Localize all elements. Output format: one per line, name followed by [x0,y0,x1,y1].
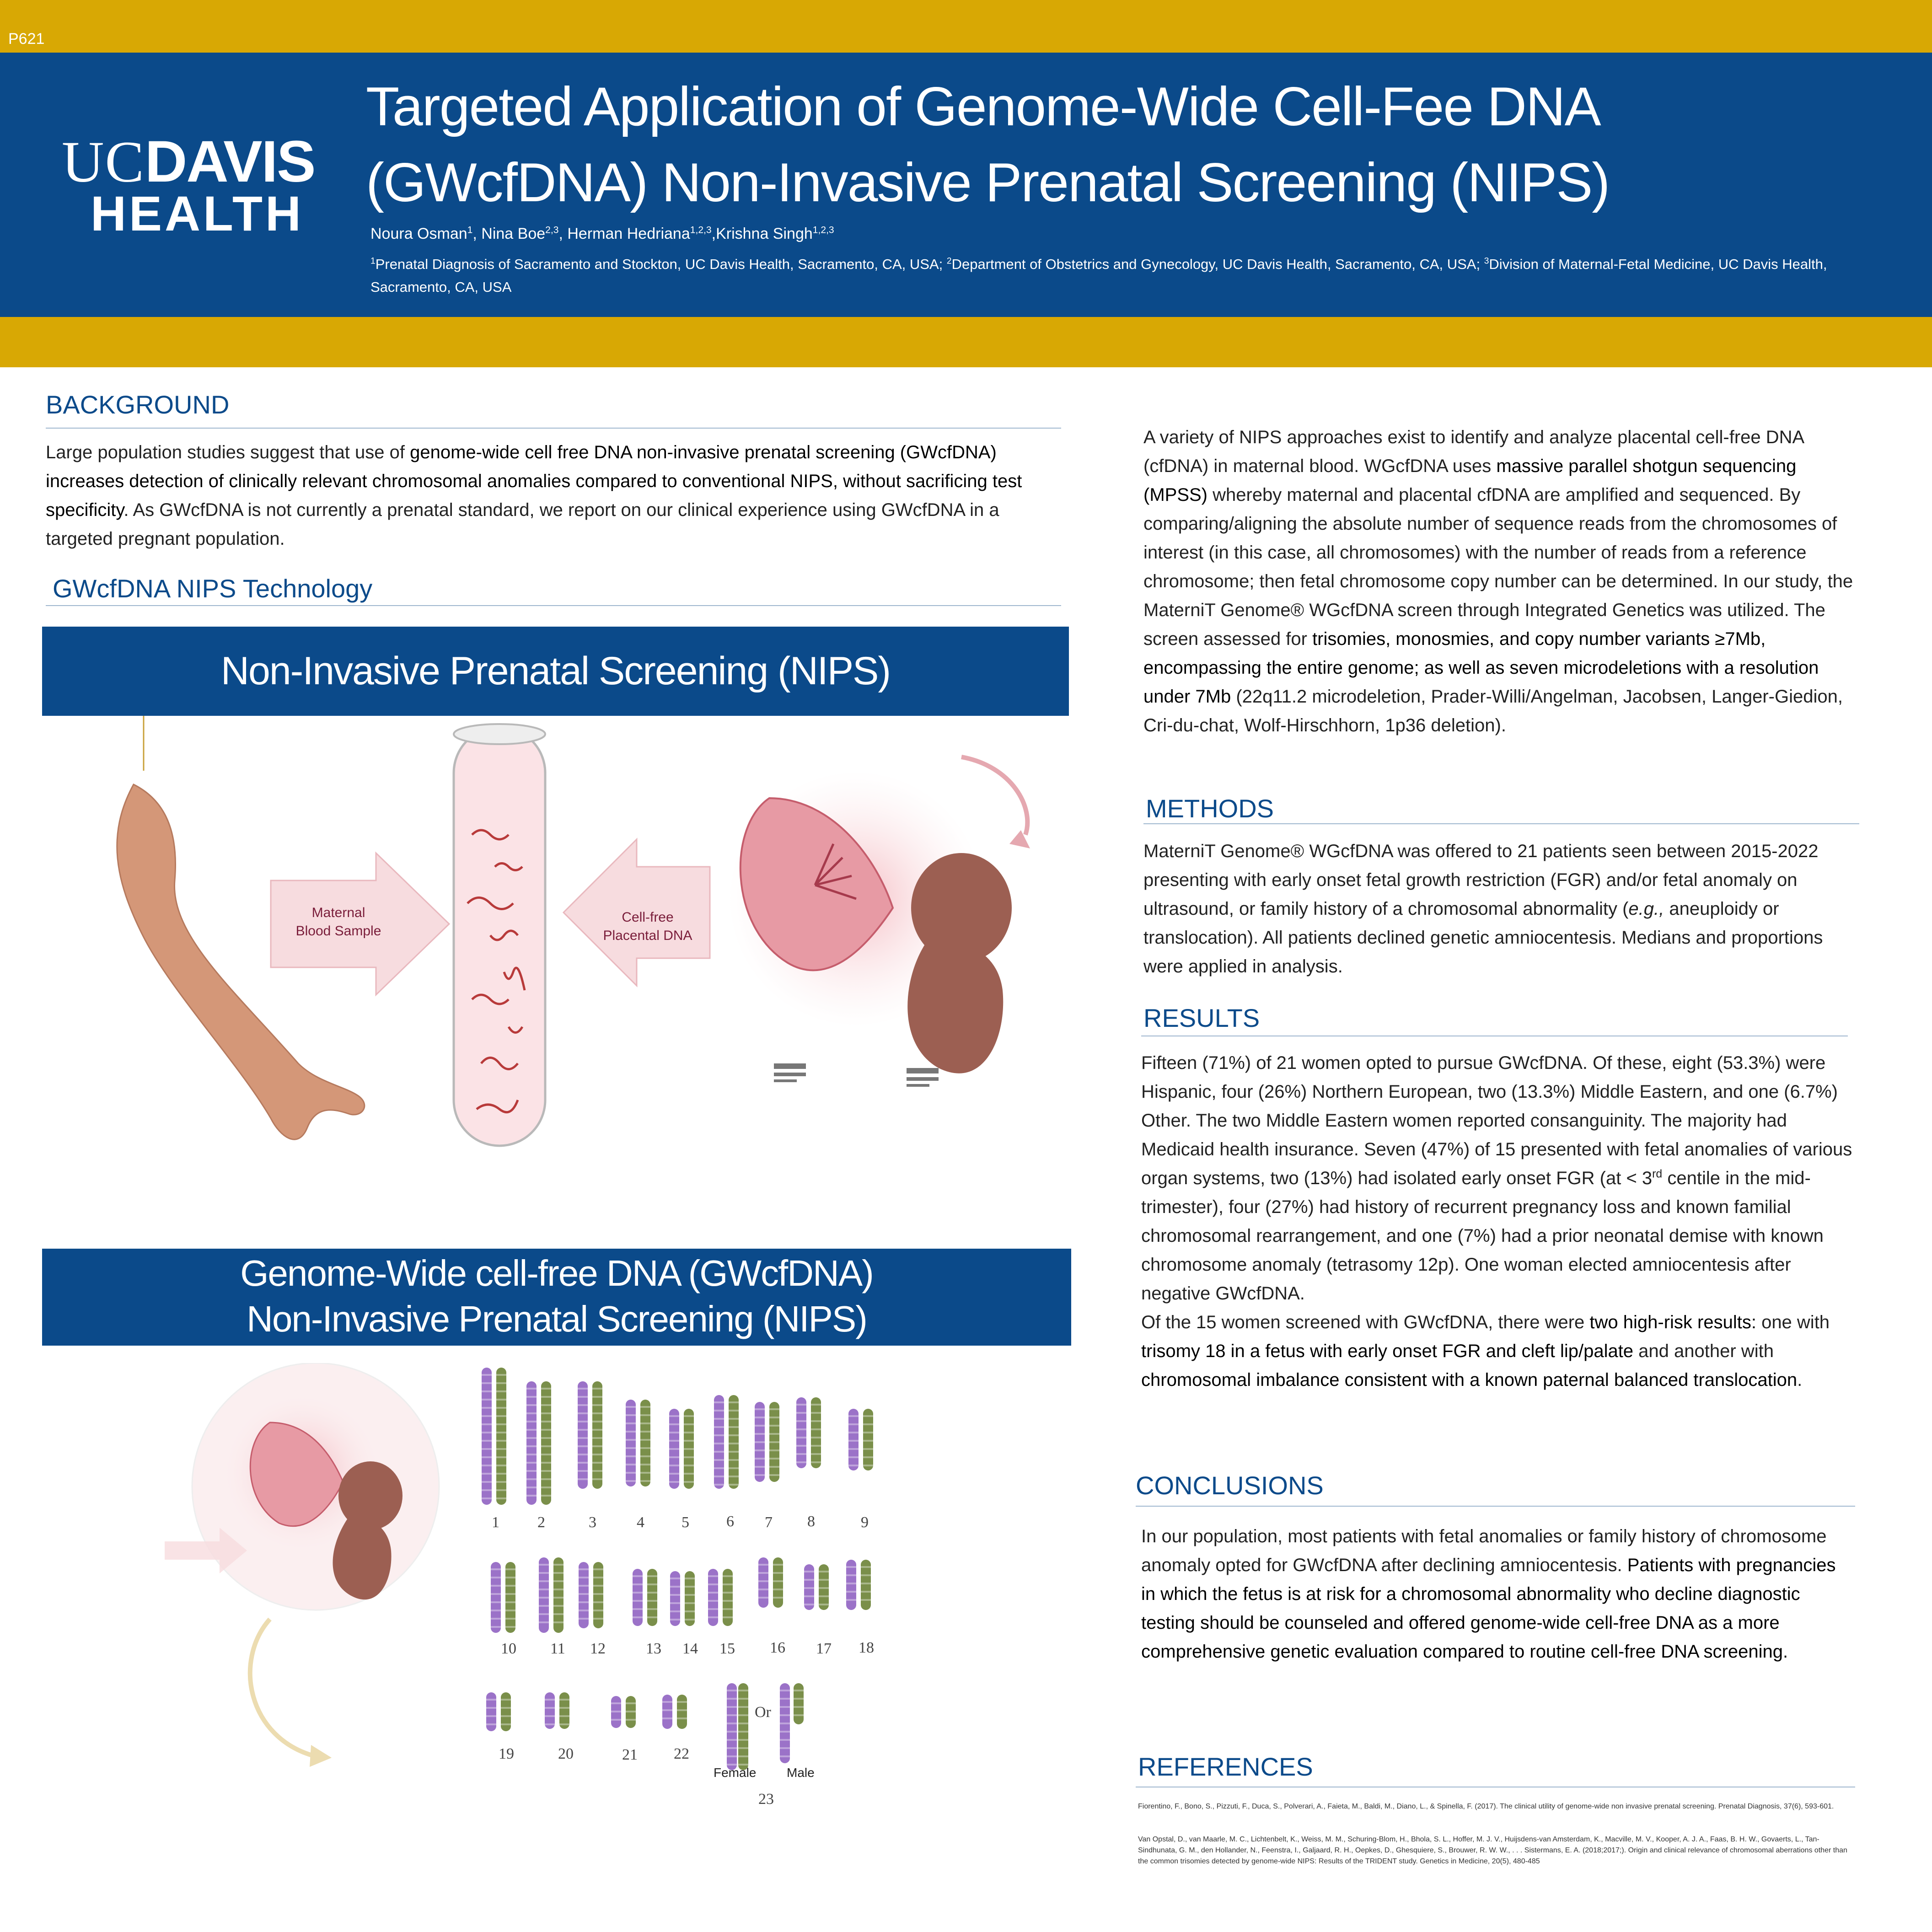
chr-label: 16 [770,1639,785,1656]
affil-text: Prenatal Diagnosis of Sacramento and Stockton, UC Davis Health, Sacramento, CA, USA; [375,256,947,272]
logo-health-text: HEALTH [91,186,304,241]
affil-sup: 1 [370,256,376,266]
methods-text-1: MaterniT Genome® WGcfDNA was offered to 21 patients seen between 2015-2022 presenting with early onset fetal growth restriction (FGR) and/or fetal anomaly on ultrasound, or family history of a chromosomal abnormality ( [1143,841,1819,919]
nips-illustration [42,716,1069,1173]
chr-label: 20 [558,1745,574,1762]
results-text [1141,1049,1855,1395]
background-text [46,438,1061,553]
intro-text-3: (22q11.2 microdeletion, Prader-Willi/Angelman, Jacobsen, Langer-Giedion, Cri-du-chat, Wolf-Hirschhorn, 1p36 deletion). [1143,687,1843,735]
results-heading: RESULTS [1143,1004,1260,1032]
methods-text-2: aneuploidy or translocation). All patients declined genetic amniocentesis. Medians and proportions were applied in analysis. [1143,899,1823,977]
technology-heading: GWcfDNA NIPS Technology [53,574,373,603]
methods-heading: METHODS [1146,794,1274,823]
author-name: Krishna Singh [716,225,813,242]
author-sup: 1,2,3 [690,225,712,236]
test-tube [454,727,545,1146]
banner2-line-2: Non-Invasive Prenatal Screening (NIPS) [247,1299,867,1339]
results-bold-3: chromosomal imbalance consistent with a known paternal balanced translocation [1141,1370,1798,1390]
arrow-right-label-2: Placental DNA [603,928,692,943]
arrow-left-label-1: Maternal [311,905,365,920]
chr-label: 11 [550,1640,565,1657]
results-text-4: one with [1756,1312,1830,1332]
chr-label: 7 [765,1514,773,1531]
logo-davis-text: DAVIS [145,129,315,194]
intro-text-2: whereby maternal and placental cfDNA are amplified and sequenced. By comparing/aligning the absolute number of sequence reads from the chromosomes of interest (in this case, all chromosomes) with the number of reads from a reference chromosome; then fetal chromosome copy number can be determined. In our study, the MaterniT Genome® WGcfDNA screen through Integrated Genetics was utilized. The screen assessed for [1143,485,1853,649]
chr-label: 5 [682,1514,689,1531]
affil-sup: 3 [1484,256,1489,266]
chr-label: 15 [719,1640,735,1657]
reference-item: Van Opstal, D., van Maarle, M. C., Lichtenbelt, K., Weiss, M. M., Schuring-Blom, H., Bhola, S. L., Hoffer, M. J. V., Huijsdens-van Amsterdam, K., Macville, M. V., Kooper, A. J. A., Faas, B. H. W., Govaerts, L., Tan-Sindhunata, G. M., den Hollander, N., Feenstra, I., Galjaard, R. H., Oepkes, D., Ghesquiere, S., Brouwer, R. W. W., . . . Sistermans, E. A. (2018;2017;). Origin and clinical relevance of chromosomal aberrations other than the common trisomies detected by genome-wide NIPS: Results of the TRIDENT study. Genetics in Medicine, 20(5), 480-485 [1138,1835,1847,1865]
author-sup: 2,3 [545,225,559,236]
affil-sup: 2 [946,256,952,266]
logo-uc-text: UC [62,129,145,194]
chr-label: 19 [499,1745,514,1762]
methods-italic: e.g., [1628,899,1664,919]
results-text-6: . [1797,1370,1803,1390]
author-name: Nina Boe [481,225,546,242]
background-heading: BACKGROUND [46,390,230,419]
maternal-blood-label [284,904,393,940]
fetus-circle-illustration [165,1363,462,1775]
poster-id: P621 [8,30,45,48]
reference-item: Fiorentino, F., Bono, S., Pizzuti, F., Duca, S., Polverari, A., Faieta, M., Baldi, M., Diano, L., & Spinella, F. (2017). The clinical utility of genome-wide non invasive prenatal screening. Prenatal Diagnosis, 37(6), 593-601. [1138,1803,1834,1810]
conclusions-text-1: In our population, most patients with fetal anomalies or family history of chromosome anomaly opted for GWcfDNA after declining amniocentesis. [1141,1526,1827,1575]
chr-label: 22 [674,1745,689,1762]
karyotype-labels [476,1363,933,1793]
author-sup: 1 [467,225,473,236]
technology-rule [46,605,1061,606]
nips-approaches-text [1143,423,1857,740]
banner2-line-1: Genome-Wide cell-free DNA (GWcfDNA) [240,1253,873,1293]
results-text-1: Fifteen (71%) of 21 women opted to pursue GWcfDNA. Of these, eight (53.3%) were Hispanic, four (26%) Northern European, two (13.3%) Middle Eastern, and one (6.7%) Other. The two Middle Eastern women reported consanguinity. The majority had Medicaid health insurance. Seven (47%) of 15 presented with fetal anomalies of various organ systems, two (13%) had isolated early onset FGR (at < 3 [1141,1053,1852,1188]
gwcfdna-banner [42,1249,1071,1346]
background-rule [46,428,1061,429]
chr-label: 8 [807,1513,815,1530]
intro-text-1: A variety of NIPS approaches exist to identify and analyze placental cell-free DNA (cfDNA) in maternal blood. WGcfDNA uses [1143,427,1803,476]
nips-banner: Non-Invasive Prenatal Screening (NIPS) [42,627,1069,716]
chr-label: 10 [501,1640,516,1657]
chr-label: 21 [622,1746,638,1763]
results-bold-2: trisomy 18 in a fetus with early onset FGR and cleft lip/palate [1141,1341,1634,1361]
bg-text-bold: genome-wide cell free DNA non-invasive prenatal screening (GWcfDNA) increases detection of clinically relevant chromosomal anomalies compared to conventional NIPS, without sacrificing test specificity [46,442,1022,520]
chr-label: 12 [590,1640,606,1657]
results-bold-1: two high-risk results: [1589,1312,1756,1332]
methods-text [1143,837,1848,981]
poster-title [366,69,1875,220]
author-name: Herman Hedriana [567,225,690,242]
chr-label: 1 [492,1514,499,1531]
affiliations [370,253,1843,299]
methods-rule [1143,823,1859,824]
arrow-left-label-2: Blood Sample [295,923,381,939]
chr-label: 2 [537,1514,545,1531]
male-label: Male [787,1766,815,1780]
arrow-right-label-1: Cell-free [622,910,674,925]
conclusions-bold: Patients with pregnancies in which the fetus is at risk for a chromosomal abnormality who decline diagnostic testing should be counseled and offered genome-wide cell-free DNA as a more comprehensive genetic evaluation compared to routine cell-free DNA screening. [1141,1555,1836,1662]
results-text-3: Of the 15 women screened with GWcfDNA, there were [1141,1312,1590,1332]
chr-label: 13 [646,1640,661,1657]
chr-label: 4 [637,1514,644,1531]
affil-text: Department of Obstetrics and Gynecology, UC Davis Health, Sacramento, CA, USA; [951,256,1484,272]
or-label: Or [755,1704,771,1721]
results-sup: rd [1652,1168,1663,1181]
chr-label: 17 [816,1640,832,1657]
cell-free-dna-label [593,908,703,945]
title-line-1: Targeted Application of Genome-Wide Cell-Fee DNA [366,76,1600,137]
conclusions-rule [1136,1506,1855,1507]
karyotype-thumbnails [774,1063,939,1087]
author-name: Noura Osman [370,225,467,242]
intro-bold-2: trisomies, monosmies, and copy number variants ≥7Mb, encompassing the entire genome; as well as seven microdeletions with a resolution under 7Mb [1143,629,1819,707]
chr-label: 9 [861,1514,869,1531]
affil-text: Division of Maternal-Fetal Medicine, UC Davis Health, Sacramento, CA, USA [370,256,1827,295]
references-heading: REFERENCES [1138,1752,1313,1781]
conclusions-text [1141,1522,1855,1666]
female-label: Female [714,1766,757,1780]
chr-label: 3 [589,1514,596,1531]
chr-label: 18 [859,1639,874,1656]
title-line-2: (GWcfDNA) Non-Invasive Prenatal Screening (NIPS) [366,152,1610,213]
fetus-body [907,942,1003,1073]
author-list: Noura Osman$^1$, Nina Boe$^{2,3}$, Herman Hedriana$^{1,2,3}$,Krishna Singh$^{1,2,3}$ [370,225,834,242]
results-text-2: centile in the mid-trimester), four (27%) had history of recurrent pregnancy loss and known familial chromosomal rearrangement, and one (7%) had a prior neonatal demise with known chromosome anomaly (tetrasomy 12p). One woman elected amniocentesis after negative GWcfDNA. [1141,1168,1824,1304]
chr-label: 14 [682,1640,698,1657]
chr-label: 6 [726,1513,734,1530]
results-text-5: and another with [1633,1341,1774,1361]
header-gold-bar-bottom [0,317,1932,367]
intro-bold-1: massive parallel shotgun sequencing (MPSS) [1143,456,1797,505]
author-sup: 1,2,3 [812,225,834,236]
chr-label-23: 23 [758,1791,774,1808]
ucdavis-logo [62,129,315,194]
header-gold-bar-top [0,0,1932,53]
conclusions-heading: CONCLUSIONS [1136,1471,1324,1500]
bg-text-a: Large population studies suggest that use of [46,442,410,462]
bg-text-c: . As GWcfDNA is not currently a prenatal standard, we report on our clinical experience using GWcfDNA in a targeted pregnant population. [46,500,999,549]
